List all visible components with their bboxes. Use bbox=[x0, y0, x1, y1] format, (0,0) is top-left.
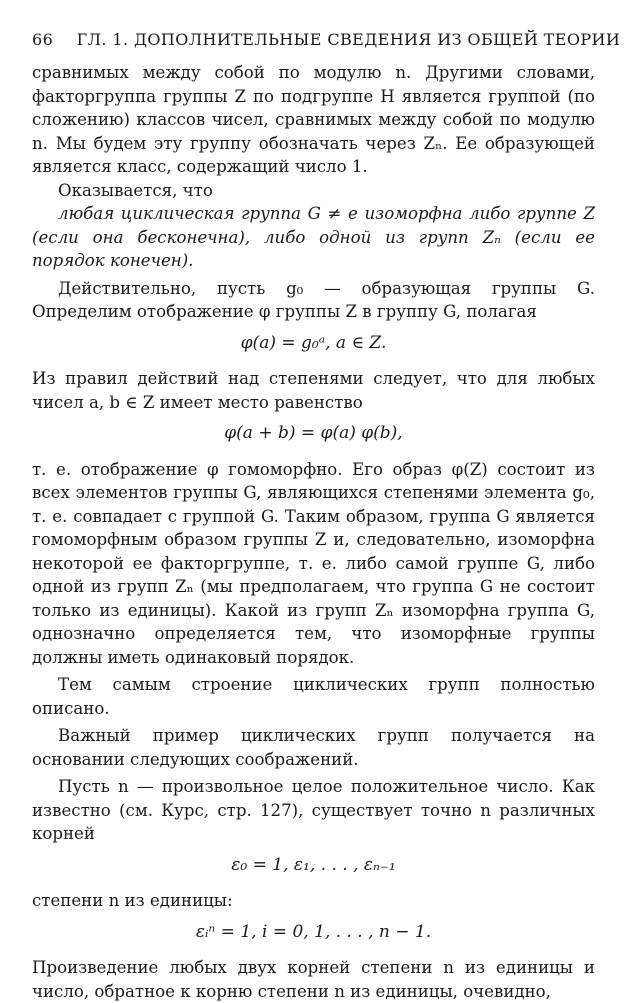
paragraph-9: Пусть n — произвольное целое положительное число. Как известно (см. Курс, стр. 127), существует точно n различных корней bbox=[32, 777, 595, 843]
formula-3: ε₀ = 1, ε₁, . . . , εₙ₋₁ bbox=[231, 854, 396, 875]
formula-2: φ(a + b) = φ(a) φ(b), bbox=[224, 423, 403, 443]
paragraph-11: Произведение любых двух корней степени n из единицы и число, обратное к корню степени n из единицы, очевидно, bbox=[32, 958, 595, 1001]
paragraph-1: сравнимых между собой по модулю n. Другими словами, факторгруппа группы Z по подгруппе H является группой (по сложению) классов чисел, сравнимых между собой по модулю n. Мы будем эту группу обозначать через Zₙ. Ее образующей является класс, содержащий число 1. bbox=[32, 63, 595, 176]
paragraph-10: степени n из единицы: bbox=[32, 891, 233, 910]
formula-1: φ(a) = g₀ᵃ, a ∈ Z. bbox=[240, 332, 387, 353]
running-header bbox=[32, 30, 621, 49]
paragraph-5: Из правил действий над степенями следует, что для любых чисел a, b ∈ Z имеет место равенство bbox=[32, 369, 595, 412]
page-body bbox=[32, 61, 595, 1003]
paragraph-8: Важный пример циклических групп получается на основании следующих соображений. bbox=[32, 726, 595, 769]
paragraph-7: Тем самым строение циклических групп полностью описано. bbox=[32, 675, 595, 718]
page-number: 66 bbox=[32, 30, 54, 49]
paragraph-6: т. е. отображение φ гомоморфно. Его образ φ(Z) состоит из всех элементов группы G, являющихся степенями элемента g₀, т. е. совпадает с группой G. Таким образом, группа G является гомоморфным образом группы Z и, следовательно, изоморфна некоторой ее факторгруппе, т. е. либо самой группе G, либо одной из групп Zₙ (мы предполагаем, что группа G не состоит только из единицы). Какой из групп Zₙ изоморфна группа G, однозначно определяется тем, что изоморфные группы должны иметь одинаковый порядок. bbox=[32, 459, 595, 667]
paragraph-4: Действительно, пусть g₀ — образующая группы G. Определим отображение φ группы Z в группу G, полагая bbox=[32, 278, 595, 321]
running-title: ГЛ. 1. ДОПОЛНИТЕЛЬНЫЕ СВЕДЕНИЯ ИЗ ОБЩЕЙ ТЕОРИИ bbox=[76, 30, 621, 49]
formula-4: εᵢⁿ = 1, i = 0, 1, . . . , n − 1. bbox=[195, 921, 432, 942]
theorem-statement: любая циклическая группа G ≠ e изоморфна либо группе Z (если она бесконечна), либо одной из групп Zₙ (если ее порядок конечен). bbox=[32, 204, 595, 270]
paragraph-2: Оказывается, что bbox=[58, 180, 213, 200]
